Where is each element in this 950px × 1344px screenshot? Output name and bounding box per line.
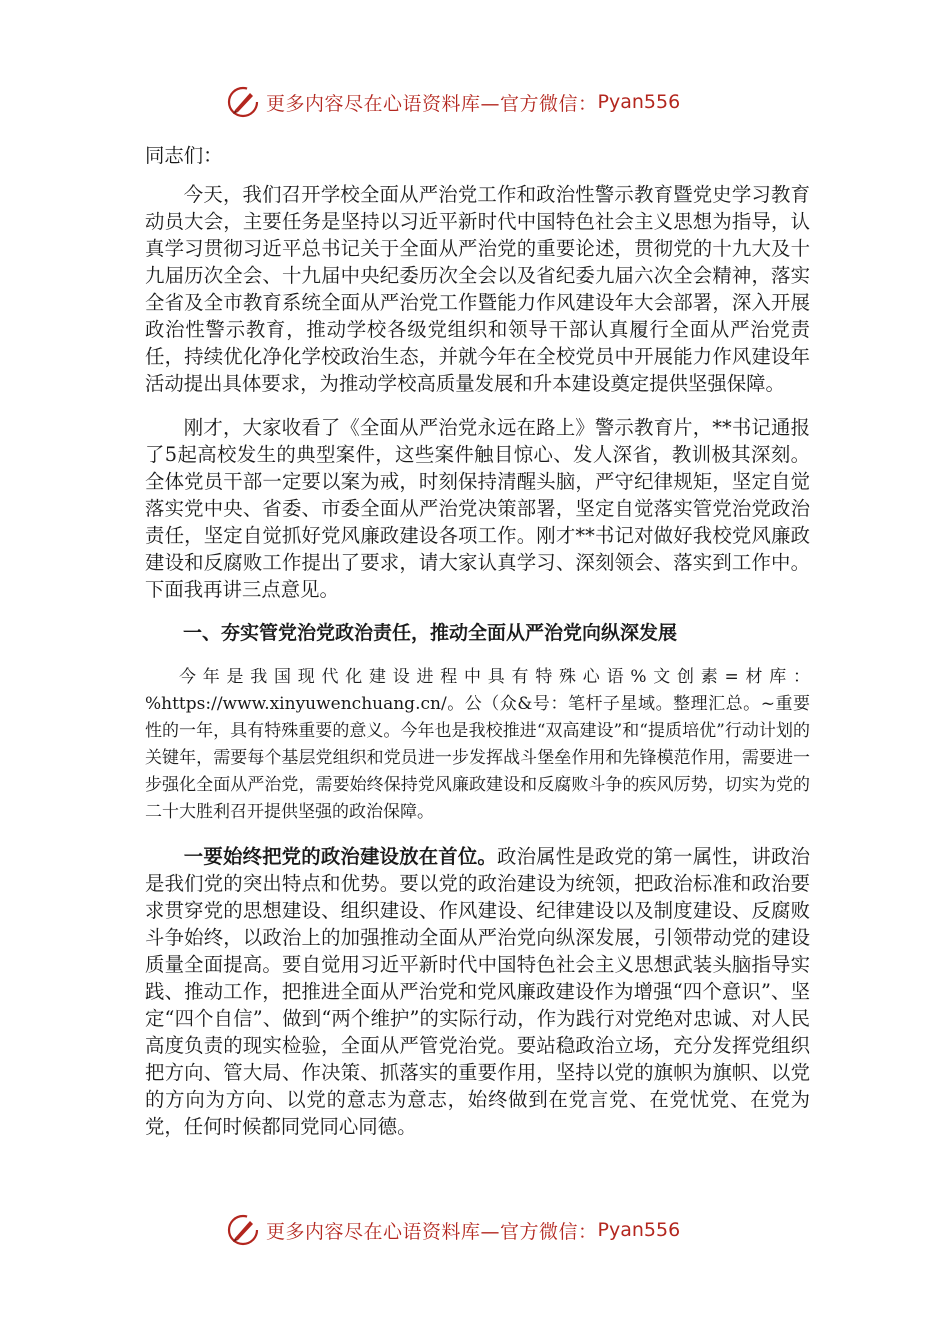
greeting: 同志们：	[145, 144, 223, 167]
paragraph-political-building-text: 政治属性是政党的第一属性，讲政治是我们党的突出特点和优势。要以党的政治建设为统领，把政治标准和政治要求贯穿党的思想建设、组织建设、作风建设、纪律建设以及制度建设、反腐败斗争始终，以政治上的加强推动全面从严治党向纵深发展，引领带动党的建设质量全面提高。要自觉用习近平新时代中国特色社会主义思想武装头脑指导实践、推动工作，把推进全面从严治党和党风廉政建设作为增强“四个意识”、坚定“四个自信”、做到“两个维护”的实际行动，作为践行对党绝对忠诚、对人民高度负责的现实检验，全面从严管党治党。要站稳政治立场，充分发挥党组织把方向、管大局、作决策、抓落实的重要作用，坚持以党的旗帜为旗帜、以党的方向为方向、以党的意志为意志，始终做到在党言党、在党忧党、在党为党，任何时候都同党同心同德。	[145, 845, 811, 1138]
paragraph-this-year: 今年是我国现代化建设进程中具有特殊心语%文创素=材库：%https://www.xinyuwenchuang.cn/。公（众&号：笔杆子星域。整理汇总。~重要性的一年，具有特殊重要的意义。今年也是我校推进“双高建设”和“提质培优”行动计划的关键年，需要每个基层党组织和党员进一步发挥战斗堡垒作用和先锋模范作用，需要进一步强化全面从严治党，需要始终保持党风廉政建设和反腐败斗争的疾风厉势，切实为党的二十大胜利召开提供坚强的政治保障。	[145, 667, 810, 822]
banner-text: 更多内容尽在心语资料库—官方微信：	[266, 92, 598, 115]
paragraph-political-building	[145, 843, 810, 1140]
banner-text: 更多内容尽在心语资料库—官方微信：	[266, 1220, 598, 1243]
pen-logo-icon	[226, 1213, 260, 1247]
footer-watermark-banner	[226, 1210, 746, 1250]
paragraph-warning-video: 刚才，大家收看了《全面从严治党永远在路上》警示教育片，**书记通报了5起高校发生的典型案件，这些案件触目惊心、发人深省，教训极其深刻。全体党员干部一定要以案为戒，时刻保持清醒头脑，严守纪律规矩，坚定自觉落实党中央、省委、市委全面从严治党决策部署，坚定自觉落实管党治党政治责任，坚定自觉抓好党风廉政建设各项工作。刚才**书记对做好我校党风廉政建设和反腐败工作提出了要求，请大家认真学习、深刻领会、落实到工作中。下面我再讲三点意见。	[145, 416, 810, 601]
banner-wechat-id: Pyan556	[597, 91, 681, 113]
paragraph-lead-bold: 一要始终把党的政治建设放在首位。	[183, 845, 497, 868]
header-watermark-banner	[226, 82, 746, 122]
pen-logo-icon	[226, 85, 260, 119]
banner-wechat-id: Pyan556	[597, 1219, 681, 1241]
paragraph-opening: 今天，我们召开学校全面从严治党工作和政治性警示教育暨党史学习教育动员大会，主要任务是坚持以习近平新时代中国特色社会主义思想为指导，认真学习贯彻习近平总书记关于全面从严治党的重要论述，贯彻党的十九大及十九届历次全会、十九届中央纪委历次全会以及省纪委九届六次全会精神，落实全省及全市教育系统全面从严治党工作暨能力作风建设年大会部署，深入开展政治性警示教育，推动学校各级党组织和领导干部认真履行全面从严治党责任，持续优化净化学校政治生态，并就今年在全校党员中开展能力作风建设年活动提出具体要求，为推动学校高质量发展和升本建设奠定提供坚强保障。	[145, 183, 810, 395]
document-body	[145, 142, 810, 1157]
section-heading-1: 一、夯实管党治党政治责任，推动全面从严治党向纵深发展	[183, 622, 678, 644]
